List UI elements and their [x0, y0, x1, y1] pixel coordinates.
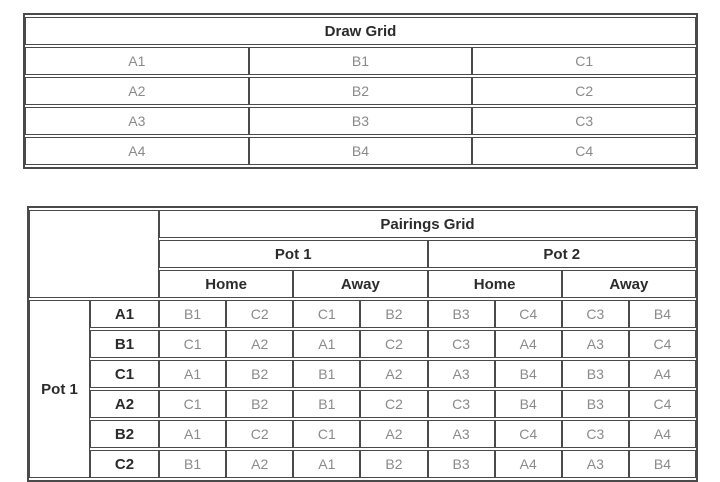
pairings-grid-row — [29, 450, 696, 478]
pairings-row-label: C2 — [90, 450, 159, 478]
pairings-grid-cell: C1 — [293, 420, 360, 448]
pairings-grid-cell: A2 — [226, 450, 293, 478]
pairings-grid-row — [29, 390, 696, 418]
pairings-grid-cell: A3 — [562, 330, 629, 358]
pairings-grid-cell: B4 — [629, 450, 696, 478]
draw-grid-cell: C2 — [472, 77, 696, 105]
pairings-row-label: C1 — [90, 360, 159, 388]
pairings-grid-cell: A3 — [562, 450, 629, 478]
pairings-grid-cell: C4 — [495, 300, 562, 328]
pairings-grid-cell: A2 — [360, 420, 427, 448]
draw-grid-cell: C3 — [472, 107, 696, 135]
pairings-grid-cell: B3 — [562, 390, 629, 418]
pairings-grid-corner-cell — [29, 210, 159, 298]
pairings-grid-cell: B4 — [629, 300, 696, 328]
pairings-grid-cell: B1 — [293, 360, 360, 388]
pairings-grid-cell: B2 — [360, 300, 427, 328]
pairings-grid-cell: C1 — [159, 390, 226, 418]
pairings-grid-cell: B2 — [360, 450, 427, 478]
pot-2-away-header: Away — [562, 270, 696, 298]
pairings-grid-cell: A4 — [629, 420, 696, 448]
pairings-row-label: B2 — [90, 420, 159, 448]
pairings-row-label: A1 — [90, 300, 159, 328]
pairings-grid-cell: C3 — [428, 330, 495, 358]
draw-grid-row — [25, 47, 696, 75]
pairings-grid-row — [29, 330, 696, 358]
draw-grid-cell: B4 — [249, 137, 473, 165]
pairings-grid-cell: C3 — [562, 420, 629, 448]
pairings-grid-cell: A1 — [293, 450, 360, 478]
pairings-grid-cell: A4 — [495, 450, 562, 478]
pairings-grid-cell: A4 — [495, 330, 562, 358]
draw-grid-cell: C4 — [472, 137, 696, 165]
pairings-grid-cell: C2 — [226, 300, 293, 328]
pairings-grid-cell: B4 — [495, 360, 562, 388]
draw-grid-cell: A1 — [25, 47, 249, 75]
draw-grid-cell: A2 — [25, 77, 249, 105]
pot-1-home-header: Home — [159, 270, 293, 298]
pairings-grid-cell: C4 — [629, 390, 696, 418]
pairings-grid-cell: A1 — [159, 360, 226, 388]
pairings-grid-cell: A2 — [226, 330, 293, 358]
pairings-row-label: A2 — [90, 390, 159, 418]
pairings-grid-cell: B3 — [428, 450, 495, 478]
pairings-grid-cell: B4 — [495, 390, 562, 418]
pairings-row-label: B1 — [90, 330, 159, 358]
pairings-grid-cell: B1 — [159, 450, 226, 478]
pot-2-header: Pot 2 — [428, 240, 697, 268]
pairings-grid-cell: B3 — [562, 360, 629, 388]
draw-grid-cell: A3 — [25, 107, 249, 135]
pairings-grid-cell: A2 — [360, 360, 427, 388]
draw-grid-cell: A4 — [25, 137, 249, 165]
draw-grid-cell: B3 — [249, 107, 473, 135]
pairings-grid-cell: B1 — [159, 300, 226, 328]
pairings-grid-cell: C1 — [159, 330, 226, 358]
pairings-grid-cell: C4 — [495, 420, 562, 448]
pairings-grid-cell: C2 — [226, 420, 293, 448]
pot-1-away-header: Away — [293, 270, 427, 298]
draw-grid-cell: C1 — [472, 47, 696, 75]
pairings-grid-cell: C3 — [428, 390, 495, 418]
pairings-grid-cell: C1 — [293, 300, 360, 328]
pairings-grid-body — [29, 300, 696, 478]
pairings-grid-row — [29, 300, 696, 328]
pairings-grid-row — [29, 360, 696, 388]
draw-grid-title: Draw Grid — [25, 17, 696, 45]
pairings-grid-cell: A1 — [159, 420, 226, 448]
pairings-grid-table — [27, 206, 698, 482]
pairings-grid-cell: C2 — [360, 390, 427, 418]
pairings-grid-cell: B2 — [226, 390, 293, 418]
draw-grid-row — [25, 137, 696, 165]
pairings-grid-title-row — [29, 210, 696, 238]
pairings-grid-row — [29, 420, 696, 448]
pairings-grid-cell: C3 — [562, 300, 629, 328]
draw-grid-row — [25, 107, 696, 135]
draw-grid-row — [25, 77, 696, 105]
draw-grid-body — [25, 47, 696, 165]
pairings-grid-cell: A4 — [629, 360, 696, 388]
pairings-grid-cell: A3 — [428, 420, 495, 448]
pot-1-group-label: Pot 1 — [29, 300, 90, 478]
pairings-grid-title: Pairings Grid — [159, 210, 696, 238]
pairings-grid-cell: B1 — [293, 390, 360, 418]
draw-grid-title-row — [25, 17, 696, 45]
pairings-grid-cell: A3 — [428, 360, 495, 388]
draw-grid-cell: B1 — [249, 47, 473, 75]
draw-grid-table — [23, 13, 698, 169]
pot-2-home-header: Home — [428, 270, 562, 298]
pairings-grid-cell: C2 — [360, 330, 427, 358]
pot-1-header: Pot 1 — [159, 240, 428, 268]
draw-grid-cell: B2 — [249, 77, 473, 105]
pairings-grid-cell: C4 — [629, 330, 696, 358]
pairings-grid-cell: A1 — [293, 330, 360, 358]
pairings-grid-cell: B2 — [226, 360, 293, 388]
pairings-grid-cell: B3 — [428, 300, 495, 328]
